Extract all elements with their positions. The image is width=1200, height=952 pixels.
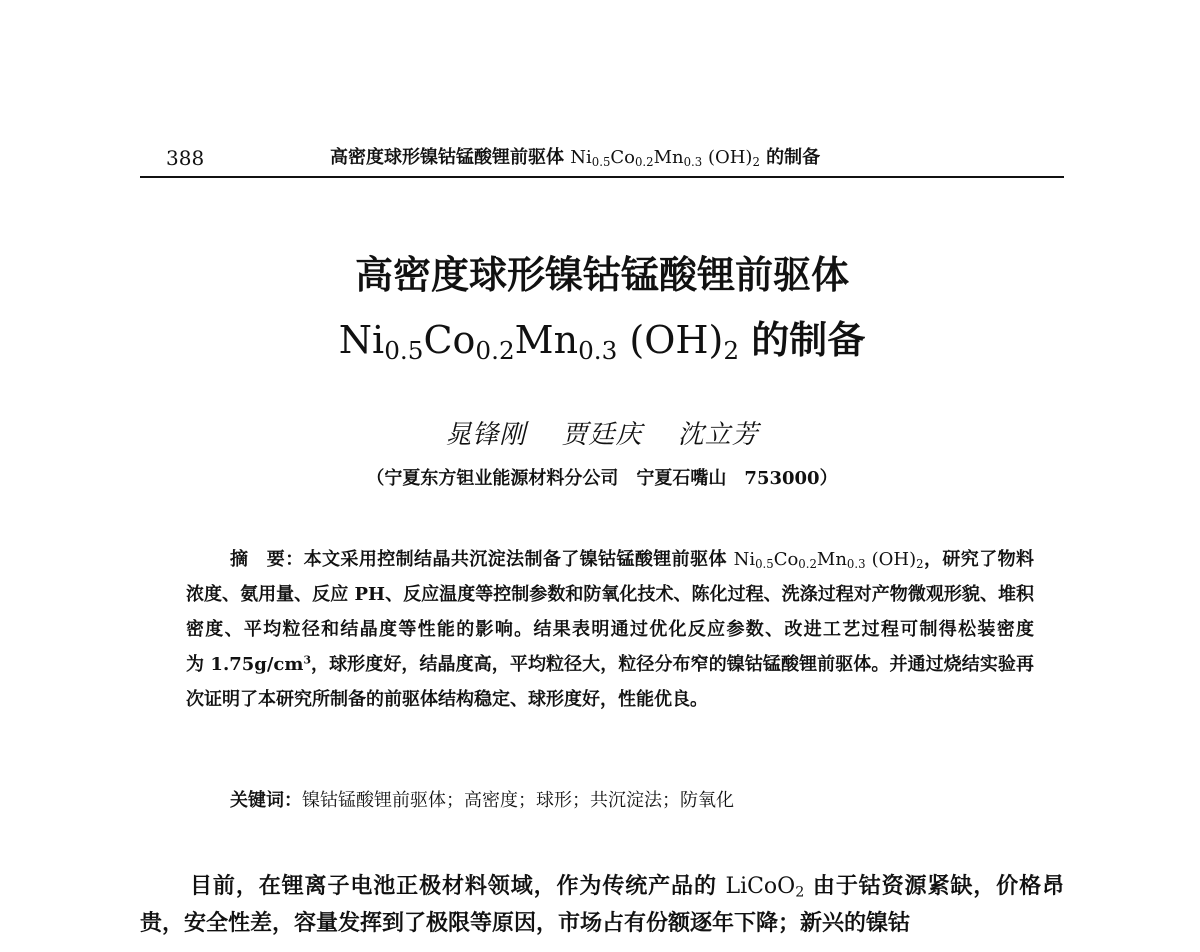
abstract-body: ，研究了物料浓度、氨用量、反应 PH、反应温度等控制参数和防氧化技术、陈化过程、洗涤过程对产物微观形貌、堆积密度、平均粒径和结晶度等性能的影响。结果表明通过优化反应参数、改进工艺过程可制得松装密度为 <box>186 549 1034 675</box>
abstract-formula-mn-sub: 0.3 <box>846 556 866 571</box>
abstract-formula-ni-sub: 0.5 <box>755 556 774 571</box>
title-formula-ni: Ni <box>338 318 385 362</box>
formula-co: Co <box>610 147 635 168</box>
header-rule <box>140 176 1064 178</box>
formula-ni: Ni <box>570 147 592 168</box>
keywords <box>230 786 734 812</box>
formula-oh: (OH) <box>707 147 753 168</box>
title-formula-mn: Mn <box>514 318 579 362</box>
title-formula-co: Co <box>423 318 476 362</box>
title-formula-oh-sub: 2 <box>723 336 740 366</box>
abstract-formula-oh: (OH) <box>871 549 917 570</box>
author-name: 贾廷庆 <box>561 420 643 450</box>
title-formula-mn-sub: 0.3 <box>578 336 618 366</box>
title-formula-co-sub: 0.2 <box>475 336 515 366</box>
keywords-text: 镍钴锰酸锂前驱体；高密度；球形；共沉淀法；防氧化 <box>302 790 734 811</box>
title-formula-ni-sub: 0.5 <box>384 336 424 366</box>
body-formula <box>725 874 804 899</box>
body-formula-licoo: LiCoO <box>725 874 796 899</box>
keywords-label: 关键词： <box>230 790 302 811</box>
abstract-intro: 本文采用控制结晶共沉淀法制备了镍钴锰酸锂前驱体 <box>303 549 727 570</box>
abstract-density-value: 1.75g/cm <box>210 654 304 675</box>
running-head-formula <box>570 147 760 168</box>
running-head <box>330 143 820 169</box>
abstract-density <box>210 654 311 675</box>
affiliation: （宁夏东方钽业能源材料分公司 宁夏石嘴山 753000） <box>366 468 838 489</box>
abstract-label: 摘 要： <box>230 549 304 570</box>
body-formula-licoo-sub: 2 <box>795 884 805 901</box>
author-name: 晁锋刚 <box>445 420 527 450</box>
formula-oh-sub: 2 <box>752 154 760 169</box>
body-continuation: 由于钴资源紧缺，价格昂贵，安全性差，容量发挥到了极限等原因，市场占有份额逐年下降；新兴的镍钴 <box>140 873 1064 936</box>
formula-mn: Mn <box>653 147 684 168</box>
author-list <box>140 414 1064 451</box>
page-number: 388 <box>166 146 205 170</box>
abstract <box>186 542 1034 717</box>
abstract-formula-mn: Mn <box>816 549 847 570</box>
body-paragraph <box>140 868 1064 942</box>
title-formula-oh: (OH) <box>629 318 724 362</box>
formula-mn-sub: 0.3 <box>683 154 703 169</box>
running-head-title: 高密度球形镍钴锰酸锂前驱体 <box>330 147 564 168</box>
abstract-conclusion: ，球形度好，结晶度高，平均粒径大，粒径分布窄的镍钴锰酸锂前驱体。并通过烧结实验再次证明了本研究所制备的前驱体结构稳定、球形度好，性能优良。 <box>186 654 1034 710</box>
body-intro: 目前，在锂离子电池正极材料领域，作为传统产品的 <box>190 873 717 899</box>
abstract-density-exp: 3 <box>303 653 311 667</box>
running-head-suffix: 的制备 <box>766 147 821 168</box>
title-line-1: 高密度球形镍钴锰酸锂前驱体 <box>354 252 849 297</box>
formula-ni-sub: 0.5 <box>591 154 611 169</box>
formula-co-sub: 0.2 <box>635 154 654 169</box>
abstract-formula-co-sub: 0.2 <box>798 556 817 571</box>
author-name: 沈立芳 <box>677 420 759 450</box>
title-suffix: 的制备 <box>751 317 866 362</box>
title-line-2 <box>140 309 1064 364</box>
abstract-formula-ni: Ni <box>733 549 756 570</box>
abstract-formula-co: Co <box>773 549 799 570</box>
abstract-formula-oh-sub: 2 <box>916 556 924 571</box>
abstract-formula <box>734 549 924 570</box>
